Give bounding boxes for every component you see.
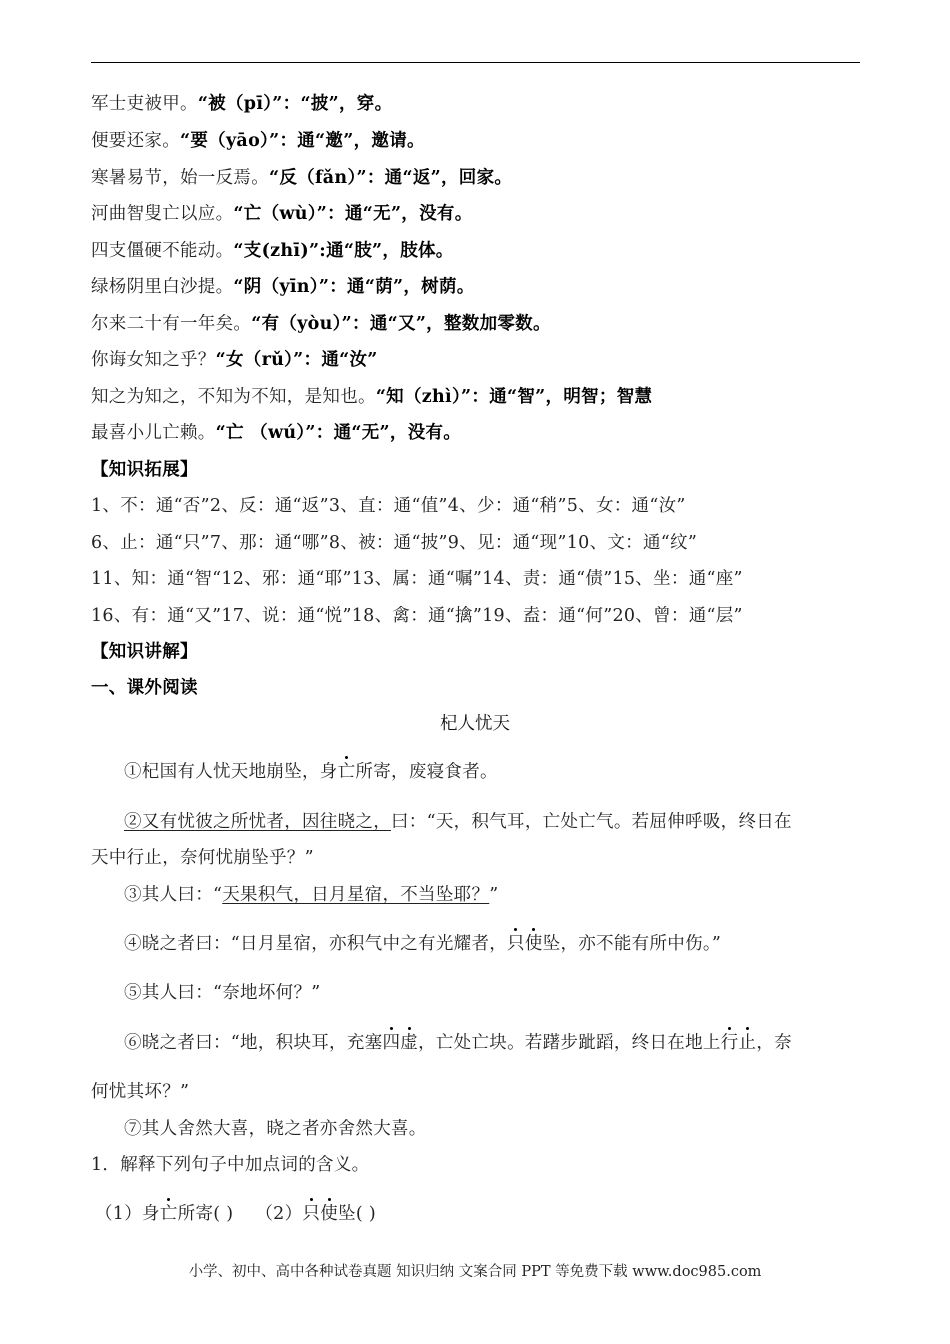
vocab-sentence: 你诲女知之乎？ <box>91 350 216 370</box>
vocab-line-2 <box>91 130 425 152</box>
expansion-line: 16、有：通“又”17、说：通“悦”18、禽：通“擒”19、盍：通“何”20、曾：通“层” <box>91 606 743 626</box>
vocab-sentence: 便要还家。 <box>91 131 180 151</box>
vocab-line-8 <box>91 349 378 371</box>
passage-paragraph-7: ⑦其人舍然大喜，晓之者亦舍然大喜。 <box>124 1119 427 1139</box>
emphasis-dot-char: 亡 <box>337 762 356 782</box>
vocab-note: “女（rǔ）”：通“汝” <box>215 350 378 370</box>
question-items <box>95 1203 376 1225</box>
expansion-line: 6、止：通“只”7、那：通“哪”8、被：通“披”9、见：通“现”10、文：通“纹” <box>91 533 698 553</box>
passage-paragraph-6-cont: 何忧其坏？” <box>91 1082 190 1102</box>
vocab-sentence: 四支僵硬不能动。 <box>91 241 234 261</box>
question-item-2: （2）只使坠( ) <box>255 1204 376 1224</box>
vocab-line-10 <box>91 422 461 444</box>
vocab-line-1 <box>91 93 392 115</box>
vocab-note: “支(zhī)”:通“肢”，肢体。 <box>233 241 454 261</box>
emphasis-dot-char: 四 <box>382 1033 401 1053</box>
vocab-line-4 <box>91 203 473 225</box>
passage-paragraph-2-cont: 天中行止，奈何忧崩坠乎？” <box>91 848 314 868</box>
vocab-line-6 <box>91 276 475 298</box>
vocab-sentence: 绿杨阴里白沙提。 <box>91 277 234 297</box>
vocab-note: “反（fǎn）”：通“返”，回家。 <box>269 168 513 188</box>
underlined-phrase: 天果积气，日月星宿，不当坠耶？ <box>222 885 490 905</box>
vocab-line-5 <box>91 240 454 262</box>
vocab-sentence: 河曲智叟亡以应。 <box>91 204 234 224</box>
emphasis-dot-char: 使 <box>320 1204 339 1224</box>
passage-paragraph-5: ⑤其人曰：“奈地坏何？” <box>124 983 321 1003</box>
section-heading-expansion: 【知识拓展】 <box>91 460 198 480</box>
vocab-line-3 <box>91 167 512 189</box>
section-heading-lecture: 【知识讲解】 <box>91 642 198 662</box>
expansion-line: 11、知：通“智“12、邪：通“耶”13、属：通“嘱”14、责：通“债”15、坐：通“座” <box>91 569 743 589</box>
vocab-sentence: 寒暑易节，始一反焉。 <box>91 168 269 188</box>
vocab-note: “有（yòu）”：通“又”，整数加零数。 <box>251 314 551 334</box>
section-subheading: 一、课外阅读 <box>91 678 198 698</box>
vocab-note: “要（yāo）”：通“邀”，邀请。 <box>180 131 425 151</box>
expansion-line: 1、不：通“否”2、反：通“返”3、直：通“值”4、少：通“稍”5、女：通“汝” <box>91 496 686 516</box>
vocab-sentence: 军士吏被甲。 <box>91 94 198 114</box>
page-footer: 小学、初中、高中各种试卷真题 知识归纳 文案合同 PPT 等免费下载 www.doc985.com <box>188 1264 762 1280</box>
emphasis-dot-char: 只 <box>507 934 525 954</box>
emphasis-dot-char: 虚 <box>400 1033 419 1053</box>
emphasis-dot-char: 行 <box>720 1033 739 1053</box>
header-rule <box>91 62 860 63</box>
emphasis-dot-char: 亡 <box>159 1204 178 1224</box>
vocab-sentence: 最喜小儿亡赖。 <box>91 423 216 443</box>
vocab-line-7 <box>91 313 551 335</box>
vocab-line-9 <box>91 386 652 408</box>
emphasis-dot-char: 只 <box>302 1204 321 1224</box>
vocab-sentence: 知之为知之，不知为不知，是知也。 <box>91 387 376 407</box>
question-item-1: （1）身亡所寄( ) <box>95 1204 234 1224</box>
emphasis-dot-char: 止 <box>738 1033 757 1053</box>
question-prompt: 1．解释下列句子中加点词的含义。 <box>91 1155 370 1175</box>
vocab-note: “知（zhì）”：通“智”，明智；智慧 <box>375 387 653 407</box>
passage-title: 杞人忧天 <box>440 714 510 734</box>
vocab-note: “被（pī）”：“披”，穿。 <box>197 94 393 114</box>
emphasis-dot-char: 使 <box>524 934 543 954</box>
vocab-sentence: 尔来二十有一年矣。 <box>91 314 252 334</box>
passage-paragraph-3: ③其人曰：“天果积气，日月星宿，不当坠耶？” <box>124 885 499 905</box>
passage-paragraph-2: ②又有忧彼之所忧者，因往晓之，曰：“天，积气耳，亡处亡气。若屈伸呼吸，终日在 <box>124 812 792 832</box>
vocab-note: “亡 （wú）”：通“无”，没有。 <box>215 423 462 443</box>
passage-paragraph-1: ①杞国有人忧天地崩坠，身亡所寄，废寝食者。 <box>124 762 498 782</box>
underlined-phrase: ②又有忧彼之所忧者，因往晓之， <box>124 812 391 832</box>
vocab-note: “亡（wù）”：通“无”，没有。 <box>233 204 473 224</box>
passage-paragraph-4: ④晓之者曰：“日月星宿，亦积气中之有光耀者，只使坠，亦不能有所中伤。” <box>124 934 722 954</box>
passage-paragraph-6: ⑥晓之者曰：“地，积块耳，充塞四虚，亡处亡块。若躇步跐蹈，终日在地上行止，奈 <box>124 1033 792 1053</box>
vocab-note: “阴（yīn）”：通“荫”，树荫。 <box>233 277 475 297</box>
